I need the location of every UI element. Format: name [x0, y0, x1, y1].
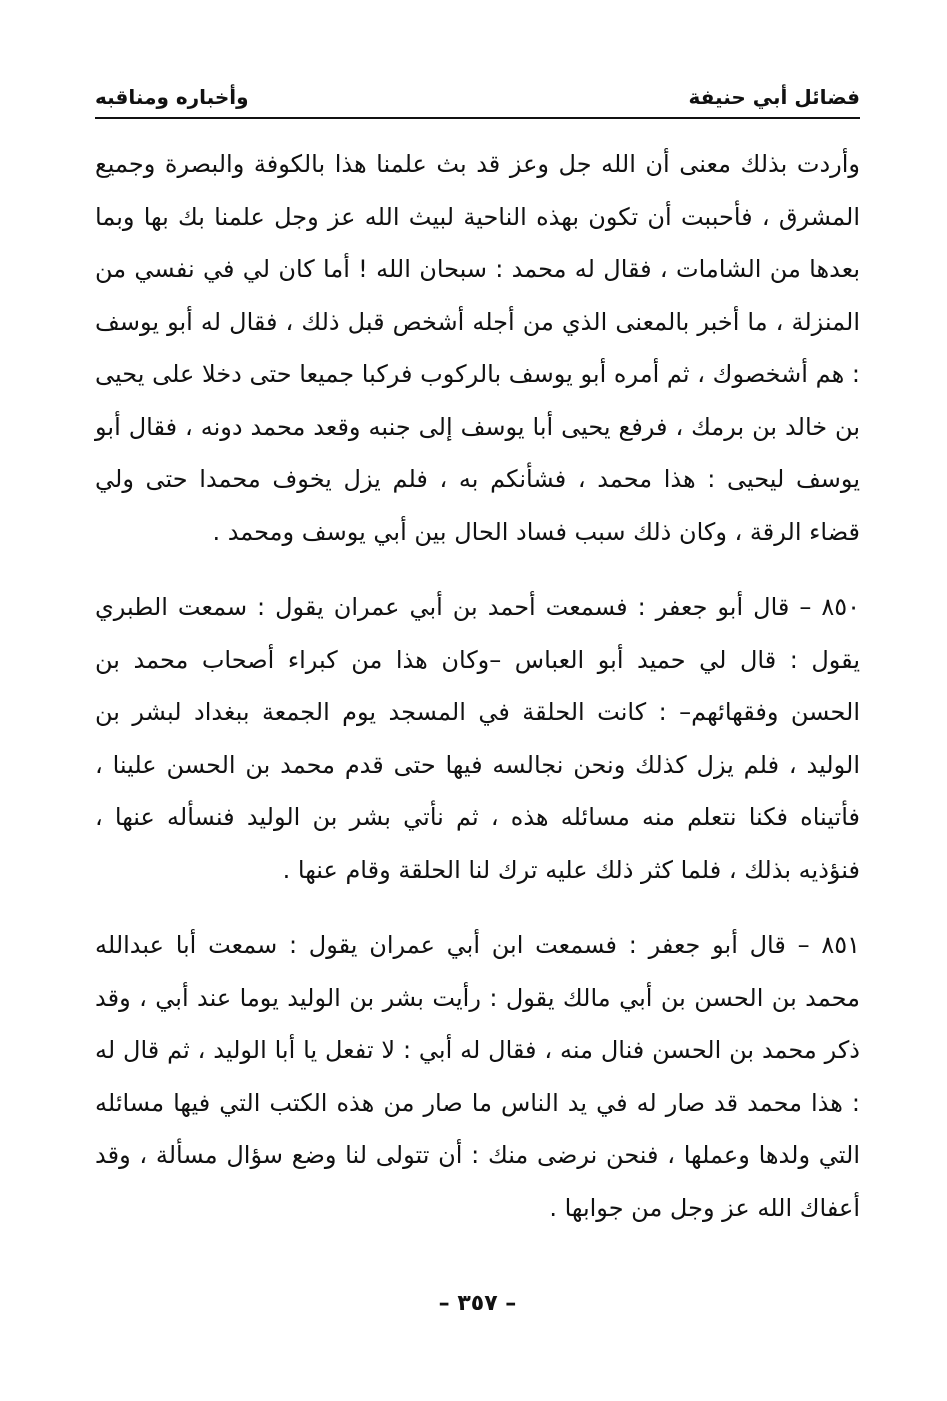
running-header [95, 72, 860, 112]
header-divider [95, 117, 860, 119]
paragraph-851: ٨٥١ – قال أبو جعفر : فسمعت ابن أبي عمران يقول : سمعت أبا عبدالله محمد بن الحسن بن أبي مالك يقول : رأيت بشر بن الوليد يوما عند أبي ، وقد ذكر محمد بن الحسن فنال منه ، فقال له أبي : لا تفعل يا أبا الوليد ، ثم قال له : هذا محمد قد صار له في يد الناس ما صار من هذه الكتب التي فيها مسائله التي ولدها وعملها ، فنحن نرضى منك : أن تتولى لنا وضع سؤال مسألة ، وقد أعفاك الله عز وجل من جوابها . [95, 931, 860, 1222]
main-text [95, 138, 860, 1234]
header-section-title: وأخباره ومناقبه [95, 85, 249, 109]
paragraph-continuation: وأردت بذلك معنى أن الله جل وعز قد بث علمنا هذا بالكوفة والبصرة وجميع المشرق ، فأحببت أن تكون بهذه الناحية لبيث الله عز وجل علمنا بك بها وبما بعدها من الشامات ، فقال له محمد : سبحان الله ! أما كان لي في نفسي من المنزلة ، ما أخبر بالمعنى الذي من أجله أشخص قبل ذلك ، فقال له أبو يوسف : هم أشخصوك ، ثم أمره أبو يوسف بالركوب فركبا جميعا حتى دخلا على يحيى بن خالد بن برمك ، فرفع يحيى أبا يوسف إلى جنبه وقعد محمد دونه ، فقال أبو يوسف ليحيى : هذا محمد ، فشأنكم به ، فلم يزل يخوف محمدا حتى ولي قضاء الرقة ، وكان ذلك سبب فساد الحال بين أبي يوسف ومحمد . [95, 150, 860, 546]
paragraph-850: ٨٥٠ – قال أبو جعفر : فسمعت أحمد بن أبي عمران يقول : سمعت الطبري يقول : قال لي حميد أبو العباس –وكان هذا من كبراء أصحاب محمد بن الحسن وفقهائهم– : كانت الحلقة في المسجد يوم الجمعة ببغداد لبشر بن الوليد ، فلم يزل كذلك ونحن نجالسه فيها حتى قدم محمد بن الحسن علينا ، فأتيناه فكنا نتعلم منه مسائله هذه ، ثم نأتي بشر بن الوليد فنسأله عنها ، فنؤذيه بذلك ، فلما كثر ذلك عليه ترك لنا الحلقة وقام عنها . [95, 593, 860, 884]
page-number: – ٣٥٧ – [438, 1291, 517, 1316]
header-book-title: فضائل أبي حنيفة [688, 85, 860, 109]
